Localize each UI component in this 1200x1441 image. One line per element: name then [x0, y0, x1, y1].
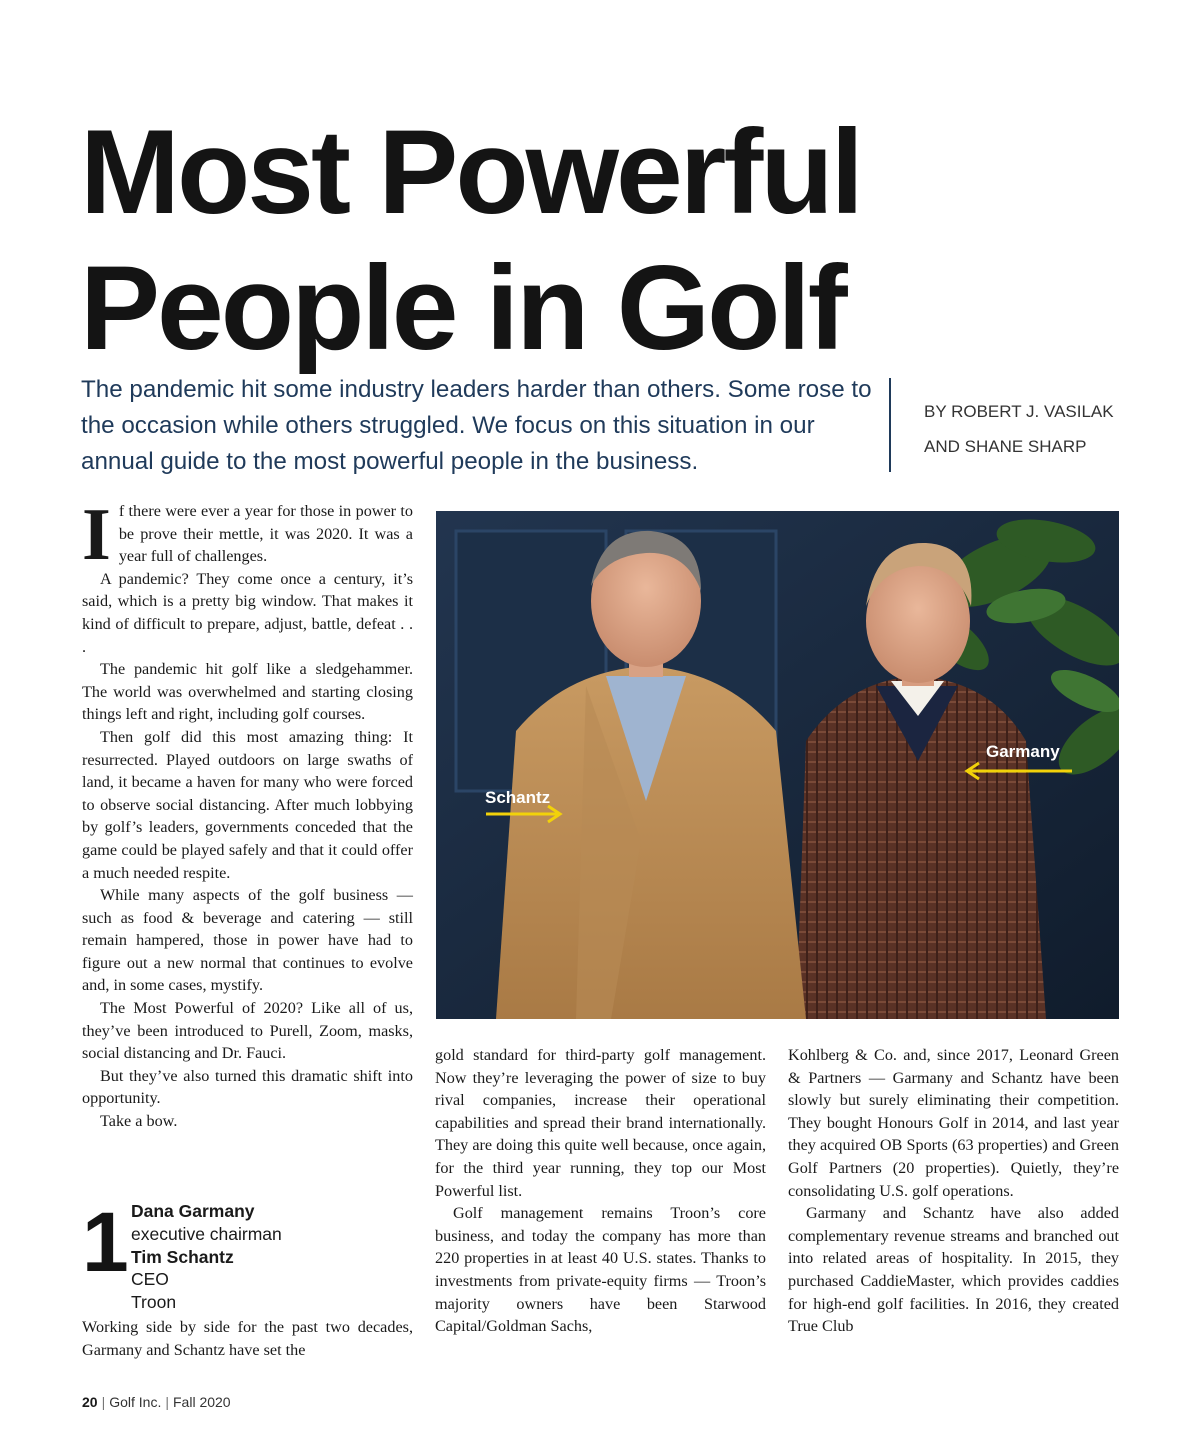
body-paragraph-1: Working side by side for the past two decades, Garmany and Schantz have set the	[82, 1318, 413, 1359]
column-1-continued	[82, 1316, 413, 1361]
rank-name-1: Dana Garmany	[131, 1201, 255, 1221]
body-paragraph-4: Kohlberg & Co. and, since 2017, Leonard Green & Partners — Garmany and Schantz have been slowly but surely eliminating their competition. They bought Honours Golf in 2014, and last year they acquired OB Sports (63 properties) and Green Golf Partners (20 properties). Quietly, they’re consolidating U.S. golf operations.	[788, 1046, 1119, 1200]
byline-line-2: AND SHANE SHARP	[924, 437, 1087, 456]
label-schantz: Schantz	[485, 788, 551, 807]
headline	[80, 104, 980, 376]
byline	[924, 394, 1184, 464]
page-footer: 20 | Golf Inc. | Fall 2020	[82, 1394, 231, 1410]
rank-title-1: executive chairman	[131, 1223, 282, 1244]
label-garmany: Garmany	[986, 742, 1060, 761]
byline-line-1: BY ROBERT J. VASILAK	[924, 402, 1114, 421]
intro-paragraph-1-text: f there were ever a year for those in power to be prove their mettle, it was 2020. It was a year full of challenges.	[118, 502, 413, 566]
byline-divider	[889, 378, 891, 472]
photo-garmany-schantz	[436, 511, 1119, 1019]
page-number: 20	[82, 1394, 98, 1410]
intro-paragraph-7: But they’ve also turned this dramatic shift into opportunity.	[82, 1066, 413, 1108]
intro-paragraph-4: Then golf did this most amazing thing: It resurrected. Played outdoors on large swaths of land, it became a haven for many who were forced to observe social distancing. After much lobbying by golf’s leaders, governments conceded that the game could be played safely and that it could offer a much needed respite.	[82, 727, 413, 882]
rank-entry-1	[82, 1195, 413, 1316]
deck-subtitle: The pandemic hit some industry leaders harder than others. Some rose to the occasion while others struggled. We focus on this situation in our annual guide to the most powerful people in the business.	[81, 376, 872, 475]
headline-line-1: Most Powerful	[80, 105, 862, 239]
drop-cap: I	[82, 494, 111, 576]
column-3	[788, 1044, 1119, 1338]
body-paragraph-2: gold standard for third-party golf management. Now they’re leveraging the power of size to buy rival companies, increase their operational capabilities and spread their brand internationally. They are doing this quite well because, once again, for the third year running, they top our Most Powerful list.	[435, 1046, 766, 1200]
body-paragraph-5: Garmany and Schantz have also added complementary revenue streams and branched out into related areas of hospitality. In 2015, they purchased CaddieMaster, which provides caddies for high-end golf facilities. In 2016, they created True Club	[788, 1204, 1119, 1336]
photo-illustration	[436, 511, 1119, 1019]
intro-paragraph-6: The Most Powerful of 2020? Like all of us, they’ve been introduced to Purell, Zoom, masks, social distancing and Dr. Fauci.	[82, 999, 413, 1063]
intro-paragraph-5: While many aspects of the golf business — such as food & beverage and catering — still remain hampered, those in power have had to figure out a new normal that continues to evolve and, in some cases, mystify.	[82, 886, 413, 995]
intro-paragraph-8: Take a bow.	[100, 1112, 178, 1131]
issue-date: Fall 2020	[173, 1394, 231, 1410]
column-1	[82, 494, 413, 1133]
magazine-name: Golf Inc.	[109, 1394, 162, 1410]
headline-line-2: People in Golf	[80, 241, 845, 375]
rank-title-2: CEO	[131, 1269, 169, 1290]
rank-details	[131, 1200, 282, 1314]
rank-number: 1	[82, 1195, 129, 1289]
intro-paragraph-2: A pandemic? They come once a century, it’s said, which is a pretty big window. That makes it kind of difficult to prepare, adjust, battle, defeat . . .	[82, 569, 413, 656]
intro-paragraph-1	[82, 494, 413, 576]
column-2	[435, 1044, 766, 1338]
rank-name-2: Tim Schantz	[131, 1246, 234, 1267]
body-paragraph-3: Golf management remains Troon’s core business, and today the company has more than 220 properties in at least 40 U.S. states. Thanks to investments from private-equity firms — Troon’s majority owners have been Starwood Capital/Goldman Sachs,	[435, 1204, 766, 1336]
intro-paragraph-3: The pandemic hit golf like a sledgehammer. The world was overwhelmed and starting closing things left and right, including golf courses.	[82, 660, 413, 724]
rank-company: Troon	[131, 1292, 177, 1313]
